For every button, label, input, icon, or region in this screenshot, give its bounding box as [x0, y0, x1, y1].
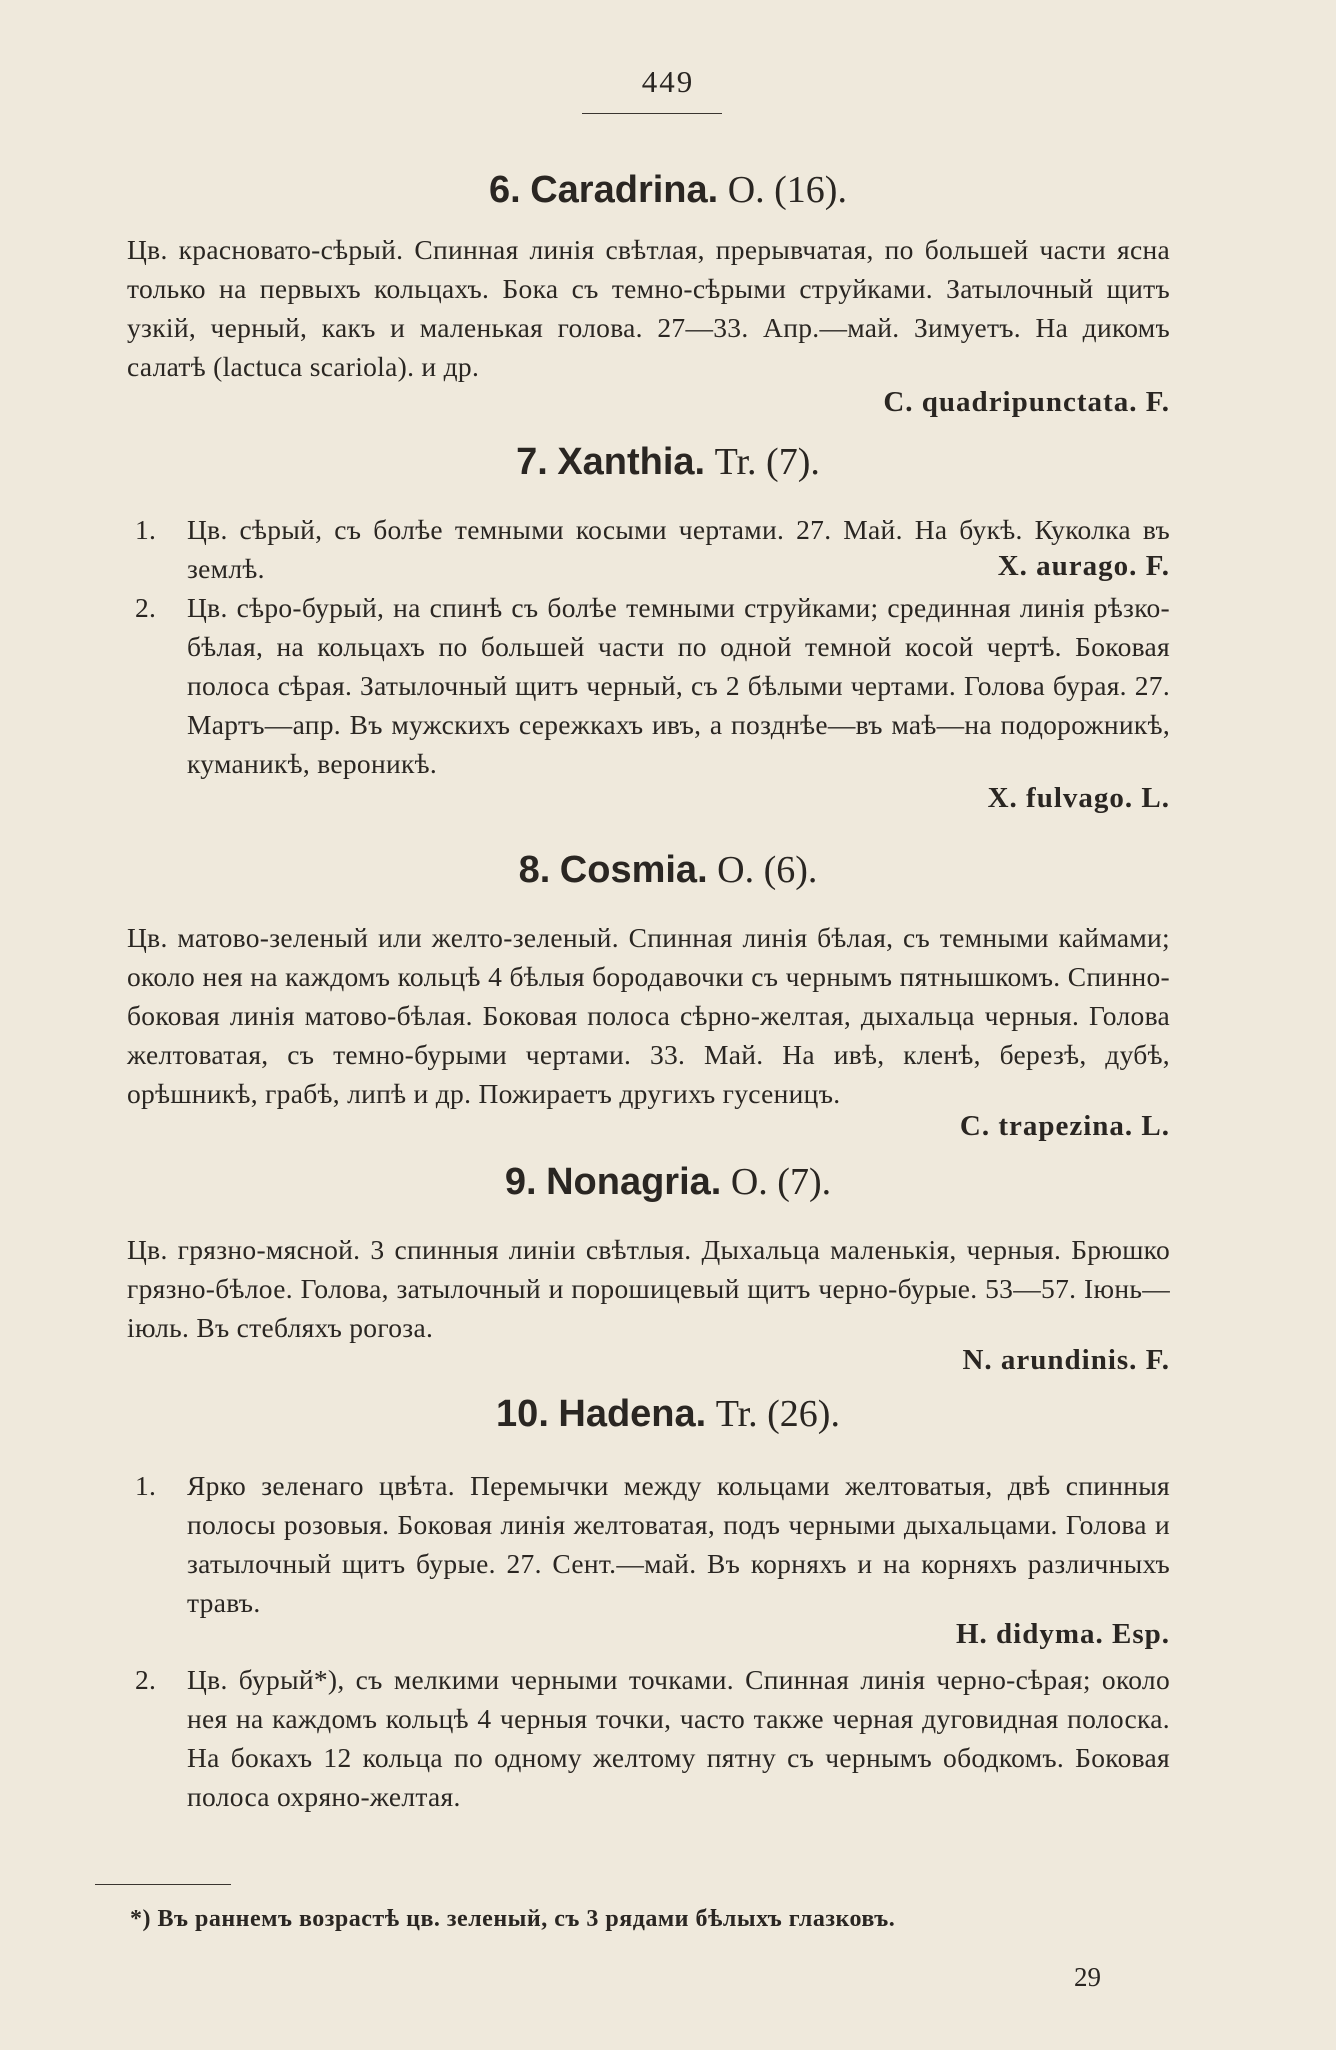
item-number: 2. [135, 592, 157, 623]
genus-name: Caradrina. [530, 169, 719, 211]
genus-author: O. (6). [717, 849, 818, 891]
section-heading [0, 1392, 1336, 1436]
species-description: Цв. красновато-сѣрый. Спинная линія свѣтлая, прерывчатая, по большей части ясна только на первыхъ кольцахъ. Бока съ темно-сѣрыми струйками. Затылочный щитъ узкій, черный, какъ и маленькая голова. 27—33. Апр.—май. Зимуетъ. На дикомъ салатѣ (lactuca scariola). и др. [127, 234, 1170, 382]
footnote-rule [95, 1884, 231, 1885]
genus-author: Tr. (7). [714, 441, 820, 483]
section-heading [0, 168, 1336, 212]
item-number: 2. [135, 1664, 157, 1695]
description-text: Ярко зеленаго цвѣта. Перемычки между кольцами желтоватыя, двѣ спинныя полосы розовыя. Боковая линія желтоватая, подъ черными дыхальцами. Голова и затылочный щитъ бурые. 27. Сент.—май. Въ корняхъ и на корняхъ различныхъ травъ. [187, 1470, 1170, 1618]
section-number: 10. [496, 1393, 549, 1435]
species-name [998, 550, 1170, 583]
species-author: F. [1145, 386, 1170, 418]
genus-author: O. (16). [727, 169, 847, 211]
species-name [960, 1110, 1170, 1143]
species-author: F. [1145, 550, 1170, 582]
description-text: Цв. сѣро-бурый, на спинѣ съ болѣе темными струйками; срединная линія рѣзко-бѣлая, на кольцахъ по большей части по одной темной косой чертѣ. Боковая полоса сѣрая. Затылочный щитъ черный, съ 2 бѣлыми чертами. Голова бурая. 27. Мартъ—апр. Въ мужскихъ сережкахъ ивъ, а позднѣе—въ маѣ—на подорожникѣ, куманикѣ, вероникѣ. [187, 592, 1170, 779]
species-binomial: C. trapezina. [959, 1110, 1134, 1142]
species-binomial: X. fulvago. [987, 782, 1134, 814]
section-number: 7. [516, 441, 548, 483]
species-name [962, 1344, 1170, 1377]
species-description [135, 1466, 1170, 1622]
section-heading [0, 848, 1336, 892]
species-author: L. [1141, 782, 1170, 814]
species-description: Цв. грязно-мясной. 3 спинныя линіи свѣтлыя. Дыхальца маленькія, черныя. Брюшко грязно-бѣлое. Голова, затылочный и порошицевый щитъ черно-бурые. 53—57. Іюнь—іюль. Въ стебляхъ рогоза. [127, 1234, 1170, 1343]
page-number-rule [582, 113, 722, 114]
species-description [135, 1660, 1170, 1816]
species-author: F. [1145, 1344, 1170, 1376]
description-text: Цв. сѣрый, съ болѣе темными косыми чертами. 27. Май. На букѣ. Куколка въ землѣ. [187, 514, 1170, 584]
item-number: 1. [135, 1470, 157, 1501]
footnote: *) Въ раннемъ возрастѣ цв. зеленый, съ 3 рядами бѣлыхъ глазковъ. [130, 1906, 896, 1932]
species-description: Цв. матово-зеленый или желто-зеленый. Спинная линія бѣлая, съ темными каймами; около нея на каждомъ кольцѣ 4 бѣлыя бородавочки съ чернымъ пятнышкомъ. Спинно-боковая линія матово-бѣлая. Боковая полоса сѣрно-желтая, дыхальца черныя. Голова желтоватая, съ темно-бурыми чертами. 33. Май. На ивѣ, кленѣ, березѣ, дубѣ, орѣшникѣ, грабѣ, липѣ и др. Пожираетъ другихъ гусеницъ. [127, 922, 1170, 1109]
species-description [135, 588, 1170, 783]
species-name [956, 1618, 1170, 1651]
species-name [988, 782, 1170, 815]
genus-name: Nonagria. [546, 1161, 722, 1203]
species-binomial: C. quadripunctata. [883, 386, 1138, 418]
section-heading [0, 440, 1336, 484]
section-heading [0, 1160, 1336, 1204]
page-number: 449 [641, 64, 695, 99]
section-number: 8. [518, 849, 551, 891]
species-binomial: X. aurago. [997, 550, 1138, 582]
genus-author: Tr. (26). [715, 1393, 840, 1435]
species-binomial: H. didyma. [955, 1618, 1104, 1650]
genus-name: Xanthia. [557, 441, 706, 483]
section-number: 6. [489, 169, 521, 211]
species-name [883, 386, 1170, 419]
genus-name: Hadena. [558, 1393, 707, 1435]
species-author: L. [1141, 1110, 1170, 1142]
genus-name: Cosmia. [559, 849, 708, 891]
description-text: Цв. бурый*), съ мелкими черными точками. Спинная линія черно-сѣрая; около нея на каждомъ кольцѣ 4 черныя точки, часто также черная дуговидная полоска. На бокахъ 12 кольца по одному желтому пятну съ чернымъ ободкомъ. Боковая полоса охряно-желтая. [187, 1664, 1170, 1812]
species-author: Esp. [1111, 1618, 1170, 1650]
genus-author: O. (7). [730, 1161, 832, 1203]
species-binomial: N. arundinis. [962, 1344, 1138, 1376]
section-number: 9. [504, 1161, 537, 1203]
sheet-signature-number: 29 [1074, 1962, 1101, 1992]
item-number: 1. [135, 514, 157, 545]
